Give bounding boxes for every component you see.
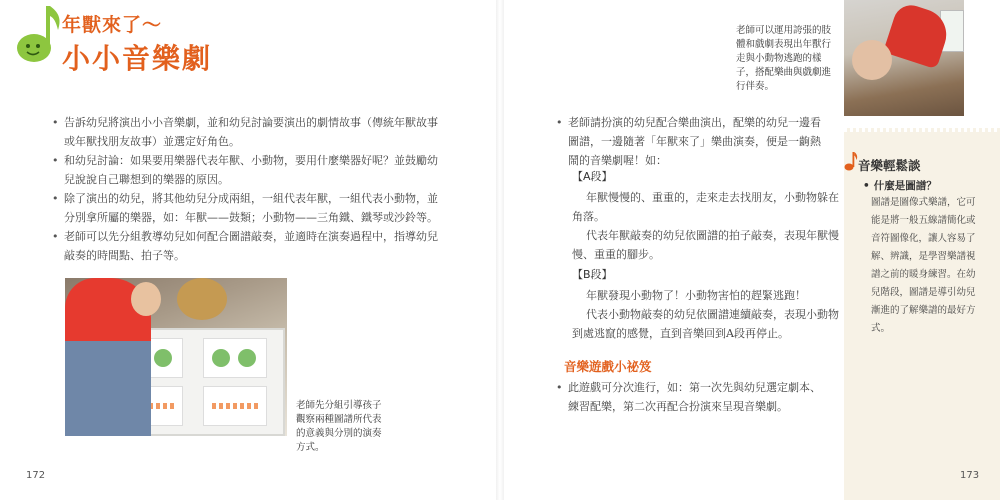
section-b-label: 【B段】 <box>572 268 613 281</box>
score-card <box>203 338 267 378</box>
list-item: • 除了演出的幼兒，將其他幼兒分成兩組，一組代表年獸，一組代表小動物，並分別拿所屬的樂器，如：年獸——鼓類；小動物——三角鐵、鐵琴或沙鈴等。 <box>52 189 440 227</box>
dot-pattern <box>212 403 258 409</box>
left-bullet-list <box>52 113 440 265</box>
page-number-left: 172 <box>26 470 46 481</box>
section-a-line: 代表年獸敲奏的幼兒依圖譜的拍子敲奏，表現年獸慢 <box>586 229 839 242</box>
section-b-line: 代表小動物敲奏的幼兒依圖譜連續敲奏，表現小動物 <box>586 308 839 321</box>
lion-toy <box>177 278 227 320</box>
teacher-acting-photo <box>844 0 964 116</box>
paw-print-icon <box>212 349 230 367</box>
teacher-score-photo <box>65 278 287 436</box>
right-bullet-list <box>556 113 828 170</box>
section-b-line: 到處逃竄的感覺，直到音樂回到A段再停止。 <box>572 327 789 340</box>
paw-print-icon <box>238 349 256 367</box>
teacher-head <box>852 40 892 80</box>
list-item: • 老師請扮演的幼兒配合樂曲演出，配樂的幼兒一邊看圖譜，一邊隨著「年獸來了」樂曲演奏，便是一齣熱鬧的音樂劇喔！如： <box>556 113 828 170</box>
paw-print-icon <box>154 349 172 367</box>
music-note-icon <box>844 150 858 172</box>
sidebar-question: • 什麼是圖譜？ <box>863 178 937 193</box>
list-item: • 和幼兒討論：如果要用樂器代表年獸、小動物，要用什麼樂器好呢？並鼓勵幼兒說說自己聯想到的樂器的原因。 <box>52 151 440 189</box>
list-item: • 老師可以先分組教導幼兒如何配合圖譜敲奏，並適時在演奏過程中，指導幼兒敲奏的時間點、拍子等。 <box>52 227 440 265</box>
teacher-head <box>131 282 161 316</box>
photo-caption-right: 老師可以運用誇張的肢體和戲劇表現出年獸行走與小動物逃跑的樣子，搭配樂曲與戲劇進行伴奏。 <box>736 25 832 92</box>
title-subtitle: 年獸來了～ <box>62 14 163 36</box>
list-item: • 告訴幼兒將演出小小音樂劇，並和幼兒討論要演出的劇情故事（傳統年獸故事或年獸找朋友故事）並選定好角色。 <box>52 113 440 151</box>
sidebar-border <box>844 128 1000 132</box>
page-title: 小小音樂劇 <box>62 42 213 75</box>
sidebar-body: 圖譜是圖像式樂譜，它可能是將一般五線譜簡化或音符圖像化，讓人容易了解、辨識，是學習樂譜視譜之前的暖身練習。在幼兒階段，圖譜是導引幼兒漸進的了解樂譜的最好方式。 <box>871 197 976 334</box>
section-a-line: 年獸慢慢的、重重的，走來走去找朋友，小動物躲在 <box>586 191 839 204</box>
section-b-line: 年獸發現小動物了！小動物害怕的趕緊逃跑！ <box>586 289 806 302</box>
score-card <box>203 386 267 426</box>
music-note-icon <box>14 2 62 66</box>
music-tips-title: 音樂遊戲小祕笈 <box>564 359 652 374</box>
section-a-line: 慢、重重的腳步。 <box>572 248 660 261</box>
section-a-label: 【A段】 <box>572 170 613 183</box>
music-tips-list <box>556 378 828 416</box>
page-number-right: 173 <box>960 470 980 481</box>
sidebar-heading: 音樂輕鬆談 <box>858 158 921 173</box>
book-gutter <box>496 0 504 500</box>
photo-caption-left: 老師先分組引導孩子觀察兩種圖譜所代表的意義與分別的演奏方式。 <box>296 400 382 453</box>
list-item: • 此遊戲可分次進行，如：第一次先與幼兒選定劇本、練習配樂，第二次再配合扮演來呈現音樂劇。 <box>556 378 828 416</box>
section-a-line: 角落。 <box>572 210 605 223</box>
